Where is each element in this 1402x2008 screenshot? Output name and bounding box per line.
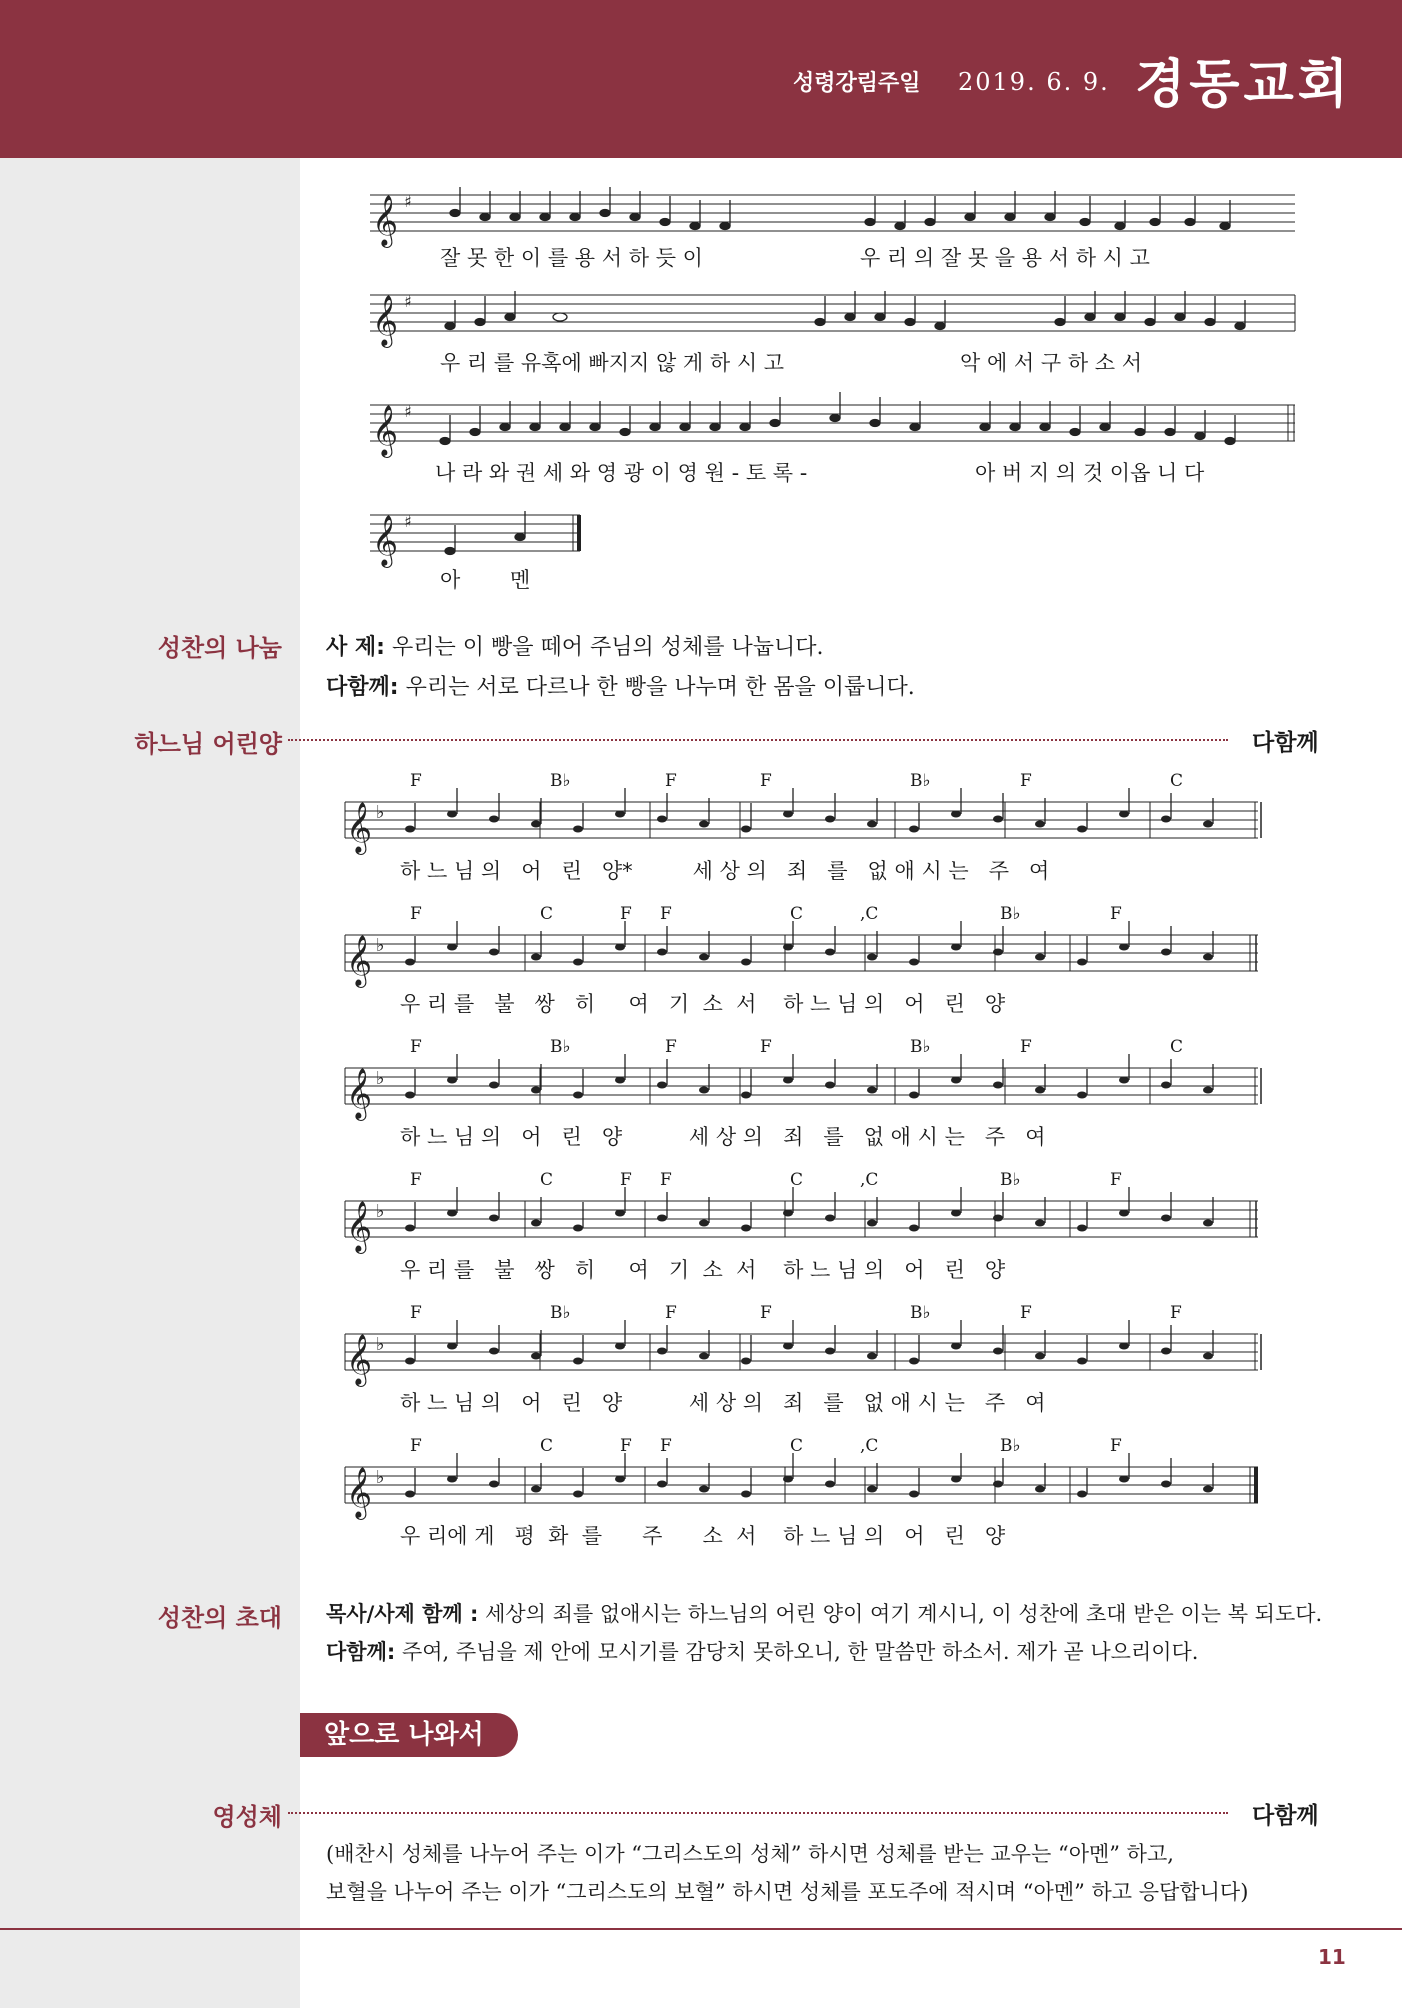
agnus-dei-row — [345, 904, 1258, 1016]
lyric-line: 우 리 의 잘 못 을 용 서 하 시 고 — [860, 246, 1150, 270]
chord-symbol: F — [620, 1436, 632, 1456]
chord-symbol: F — [410, 1170, 422, 1190]
invitation-line-minister — [326, 1598, 1322, 1628]
svg-text:♯: ♯ — [404, 292, 412, 311]
chord-symbol: F — [665, 1303, 677, 1323]
chord-symbol: F — [410, 1436, 422, 1456]
sharing-line-priest — [326, 630, 823, 661]
come-forward-banner: 앞으로 나와서 — [300, 1713, 518, 1757]
chord-symbol: C — [790, 1170, 804, 1190]
header-bar — [0, 0, 1402, 158]
flat-key-icon: ♭ — [376, 935, 385, 956]
lyric-line: 잘 못 한 이 를 용 서 하 듯 이 — [440, 246, 703, 270]
speaker-label: 사 제: — [326, 635, 385, 660]
flat-key-icon: ♭ — [376, 1068, 385, 1089]
svg-text:𝄞: 𝄞 — [372, 405, 399, 456]
speaker-label: 다함께: — [326, 1640, 396, 1664]
chord-symbol: ,C — [860, 904, 879, 924]
treble-clef-icon: 𝄞 — [346, 1334, 373, 1385]
agnus-dei-row — [345, 1303, 1261, 1415]
chord-symbol: B♭ — [550, 771, 571, 791]
chord-symbol: C — [790, 1436, 804, 1456]
chord-symbol: F — [1020, 1303, 1032, 1323]
communion-note-line: (배찬시 성체를 나누어 주는 이가 “그리스도의 성체” 하시면 성체를 받는 교우는 “아멘” 하고, — [326, 1842, 1174, 1866]
chord-symbol: F — [410, 1303, 422, 1323]
response-text: 세상의 죄를 없애시는 하느님의 어린 양이 여기 계시니, 이 성찬에 초대 받은 이는 복 되도다. — [485, 1602, 1323, 1626]
chord-symbol: ,C — [860, 1170, 879, 1190]
chord-symbol: F — [620, 1170, 632, 1190]
chord-symbol: C — [540, 1436, 554, 1456]
svg-text:♯: ♯ — [404, 192, 412, 211]
lyric-line: 우 리 를 유혹에 빠지지 않 게 하 시 고 — [440, 351, 785, 375]
response-text: 주여, 주님을 제 안에 모시기를 감당치 못하오니, 한 말씀만 하소서. 제가 곧 나으리이다. — [401, 1640, 1199, 1664]
score-lords-prayer — [360, 175, 1300, 605]
chord-symbol: B♭ — [910, 1037, 931, 1057]
performer-label: 다함께 — [1252, 730, 1319, 756]
response-text: 우리는 서로 다르나 한 빵을 나누며 한 몸을 이룹니다. — [405, 675, 915, 700]
chord-symbol: F — [1110, 1436, 1122, 1456]
page-number: 11 — [1318, 1945, 1346, 1969]
chord-symbol: F — [620, 904, 632, 924]
chord-symbol: B♭ — [550, 1037, 571, 1057]
dotted-leader — [288, 1812, 1228, 1814]
chord-symbol: F — [1020, 1037, 1032, 1057]
chord-symbol: B♭ — [910, 771, 931, 791]
treble-clef-icon: 𝄞 — [346, 1068, 373, 1119]
lyric-line: 아 버 지 의 것 이옵 니 다 — [975, 461, 1205, 485]
chord-symbol: F — [410, 904, 422, 924]
chord-symbol: B♭ — [1000, 904, 1021, 924]
chord-symbol: B♭ — [1000, 1170, 1021, 1190]
performer-label: 다함께 — [1252, 1803, 1319, 1829]
chord-symbol: C — [1170, 771, 1184, 791]
footer-rule — [0, 1928, 1402, 1930]
svg-text:𝄞: 𝄞 — [372, 195, 399, 246]
lyric-line: 우 리 를 불 쌍 히 여 기 소 서 하 느 님 의 어 린 양 — [400, 992, 1006, 1016]
treble-clef-icon: 𝄞 — [346, 1467, 373, 1518]
agnus-dei-row — [345, 1037, 1261, 1149]
speaker-label: 목사/사제 함께 : — [326, 1602, 479, 1626]
chord-symbol: F — [410, 771, 422, 791]
chord-symbol: F — [665, 771, 677, 791]
lyric-line: 하 느 님 의 어 린 양 세 상 의 죄 를 없 애 시 는 주 여 — [400, 1125, 1046, 1149]
chord-symbol: ,C — [860, 1436, 879, 1456]
chord-symbol: B♭ — [550, 1303, 571, 1323]
chord-symbol: F — [1170, 1303, 1182, 1323]
speaker-label: 다함께: — [326, 675, 399, 700]
flat-key-icon: ♭ — [376, 1201, 385, 1222]
church-logo: 경동교회 — [1135, 55, 1352, 115]
svg-text:𝄞: 𝄞 — [372, 515, 399, 566]
lyric-line: 우 리에 게 평 화 를 주 소 서 하 느 님 의 어 린 양 — [400, 1524, 1006, 1548]
sharing-line-all — [326, 670, 915, 701]
lyric-line: 아 — [440, 568, 461, 592]
occasion-title: 성령강림주일 — [793, 71, 921, 96]
flat-key-icon: ♭ — [376, 1334, 385, 1355]
chord-symbol: F — [760, 771, 772, 791]
lyric-line: 하 느 님 의 어 린 양 세 상 의 죄 를 없 애 시 는 주 여 — [400, 1391, 1046, 1415]
chord-symbol: F — [1020, 771, 1032, 791]
chord-symbol: F — [665, 1037, 677, 1057]
chord-symbol: C — [540, 904, 554, 924]
service-date: 2019. 6. 9. — [958, 68, 1110, 96]
chord-symbol: F — [660, 904, 672, 924]
lyric-line: 악 에 서 구 하 소 서 — [960, 351, 1143, 375]
dotted-leader — [288, 739, 1228, 741]
flat-key-icon: ♭ — [376, 1467, 385, 1488]
svg-text:♯: ♯ — [404, 402, 412, 421]
treble-clef-icon: 𝄞 — [346, 935, 373, 986]
section-label-invitation: 성찬의 초대 — [157, 1604, 282, 1632]
lyric-line: 하 느 님 의 어 린 양* 세 상 의 죄 를 없 애 시 는 주 여 — [400, 859, 1050, 883]
chord-symbol: C — [540, 1170, 554, 1190]
lyric-line: 우 리 를 불 쌍 히 여 기 소 서 하 느 님 의 어 린 양 — [400, 1258, 1006, 1282]
chord-symbol: F — [660, 1436, 672, 1456]
svg-text:♯: ♯ — [404, 512, 412, 531]
communion-note-line: 보혈을 나누어 주는 이가 “그리스도의 보혈” 하시면 성체를 포도주에 적시며 “아멘” 하고 응답합니다) — [326, 1880, 1249, 1904]
agnus-dei-row — [345, 1436, 1258, 1548]
lyric-line: 나 라 와 권 세 와 영 광 이 영 원 - 토 록 - — [435, 461, 808, 485]
chord-symbol: C — [790, 904, 804, 924]
chord-symbol: B♭ — [910, 1303, 931, 1323]
flat-key-icon: ♭ — [376, 802, 385, 823]
treble-clef-icon: 𝄞 — [346, 802, 373, 853]
chord-symbol: B♭ — [1000, 1436, 1021, 1456]
section-label-sharing: 성찬의 나눔 — [157, 634, 282, 662]
score-agnus-dei — [340, 760, 1270, 1560]
left-margin-band — [0, 158, 300, 2008]
chord-symbol: F — [1110, 904, 1122, 924]
section-label-lamb: 하느님 어린양 — [134, 730, 282, 758]
chord-symbol: F — [1110, 1170, 1122, 1190]
invitation-line-all — [326, 1636, 1198, 1666]
agnus-dei-row — [345, 1170, 1258, 1282]
chord-symbol: F — [760, 1303, 772, 1323]
response-text: 우리는 이 빵을 떼어 주님의 성체를 나눕니다. — [391, 635, 824, 660]
agnus-dei-row — [345, 771, 1261, 883]
treble-clef-icon: 𝄞 — [346, 1201, 373, 1252]
section-label-communion: 영성체 — [212, 1803, 282, 1831]
lyric-line: 멘 — [510, 568, 531, 592]
chord-symbol: C — [1170, 1037, 1184, 1057]
chord-symbol: F — [760, 1037, 772, 1057]
chord-symbol: F — [660, 1170, 672, 1190]
chord-symbol: F — [410, 1037, 422, 1057]
svg-text:𝄞: 𝄞 — [372, 295, 399, 346]
